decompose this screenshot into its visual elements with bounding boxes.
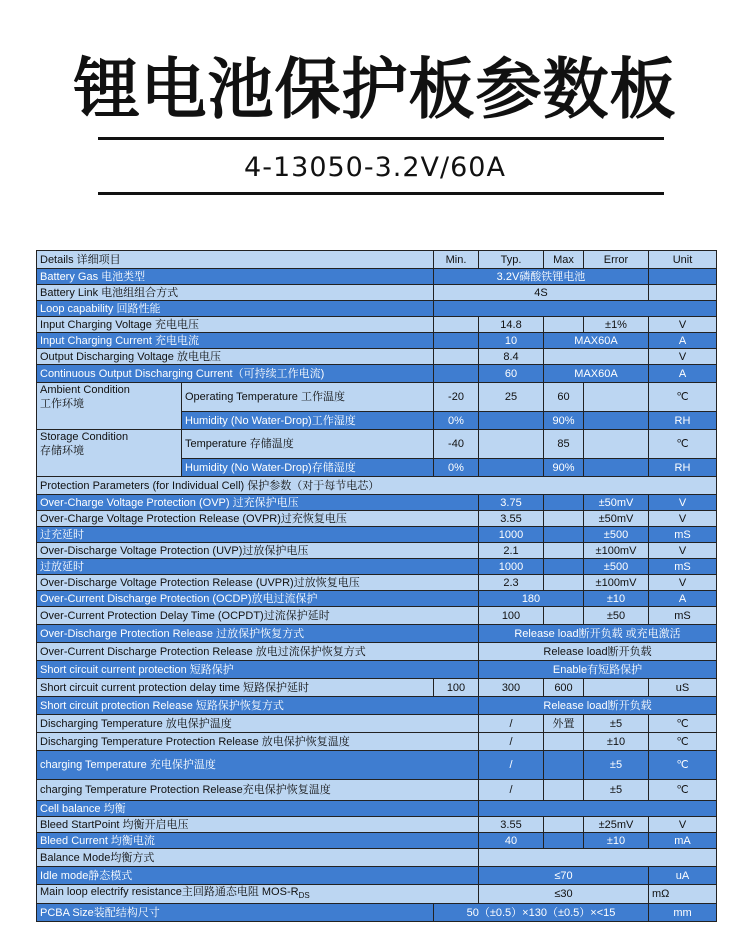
- unit-value: ℃: [649, 733, 717, 751]
- typ-value: /: [479, 780, 544, 801]
- table-row: [37, 511, 717, 527]
- table-row: [37, 733, 717, 751]
- row-label: Bleed StartPoint 均衡开启电压: [37, 817, 479, 833]
- error-value: ±500: [584, 527, 649, 543]
- row-label: Continuous Output Discharging Current（可持续工作电流): [37, 365, 434, 383]
- unit-value: V: [649, 349, 717, 365]
- min-value: 100: [434, 679, 479, 697]
- row-label: Over-Current Protection Delay Time (OCPDT)过流保护延时: [37, 607, 479, 625]
- min-value: 0%: [434, 412, 479, 430]
- unit-value: A: [649, 333, 717, 349]
- row-value: 50（±0.5）×130（±0.5）×<15: [434, 904, 649, 922]
- table-row: [37, 575, 717, 591]
- table-row: [37, 817, 717, 833]
- unit-value: uA: [649, 867, 717, 885]
- row-label: Bleed Current 均衡电流: [37, 833, 479, 849]
- ambient-condition-label: [37, 383, 182, 430]
- row-value: Release load断开负载 或充电激活: [479, 625, 717, 643]
- max-value: 90%: [544, 459, 584, 477]
- table-row: [37, 591, 717, 607]
- table-row: [37, 867, 717, 885]
- header-unit: Unit: [649, 251, 717, 269]
- row-label: PCBA Size装配结构尺寸: [37, 904, 434, 922]
- row-label: 过放延时: [37, 559, 479, 575]
- max-value: 85: [544, 430, 584, 459]
- row-label: Over-Charge Voltage Protection (OVP) 过充保护电压: [37, 495, 479, 511]
- unit-value: ℃: [649, 780, 717, 801]
- row-label: Humidity (No Water-Drop)存储湿度: [182, 459, 434, 477]
- table-row: [37, 495, 717, 511]
- table-row: [37, 365, 717, 383]
- table-row: [37, 679, 717, 697]
- storage-label-en: Storage Condition: [40, 431, 129, 443]
- max-value: 90%: [544, 412, 584, 430]
- table-row: [37, 625, 717, 643]
- error-value: ±1%: [584, 317, 649, 333]
- row-label: Humidity (No Water-Drop)工作湿度: [182, 412, 434, 430]
- table-row: [37, 543, 717, 559]
- row-label: Output Discharging Voltage 放电电压: [37, 349, 434, 365]
- row-label: Over-Discharge Voltage Protection (UVP)过放保护电压: [37, 543, 479, 559]
- row-label: Operating Temperature 工作温度: [182, 383, 434, 412]
- typ-value: /: [479, 751, 544, 780]
- typ-value: 3.55: [479, 511, 544, 527]
- unit-value: mS: [649, 607, 717, 625]
- header-typ: Typ.: [479, 251, 544, 269]
- table-row: [37, 751, 717, 780]
- header-error: Error: [584, 251, 649, 269]
- error-value: ±25mV: [584, 817, 649, 833]
- table-row: [37, 317, 717, 333]
- section-row: [37, 301, 717, 317]
- table-row: [37, 269, 717, 285]
- row-label: Over-Discharge Protection Release 过放保护恢复方式: [37, 625, 479, 643]
- typ-value: 2.3: [479, 575, 544, 591]
- row-label: Input Charging Current 充电电流: [37, 333, 434, 349]
- typ-value: 1000: [479, 527, 544, 543]
- table-row: [37, 527, 717, 543]
- error-value: ±5: [584, 751, 649, 780]
- table-row: [37, 833, 717, 849]
- row-label: Idle mode静态模式: [37, 867, 479, 885]
- table-row: [37, 349, 717, 365]
- storage-condition-label: [37, 430, 182, 477]
- row-label: charging Temperature 充电保护温度: [37, 751, 479, 780]
- row-label: Input Charging Voltage 充电电压: [37, 317, 434, 333]
- header-details: Details 详细项目: [37, 251, 434, 269]
- typ-value: 100: [479, 607, 544, 625]
- row-value: Release load断开负载: [479, 643, 717, 661]
- table-row: [37, 333, 717, 349]
- typ-value: 8.4: [479, 349, 544, 365]
- unit-value: ℃: [649, 383, 717, 412]
- typ-value: 180: [479, 591, 584, 607]
- header-max: Max: [544, 251, 584, 269]
- max-value: 600: [544, 679, 584, 697]
- unit-value: V: [649, 817, 717, 833]
- row-value: Release load断开负载: [479, 697, 717, 715]
- typ-value: 60: [479, 365, 544, 383]
- storage-label-cn: 存储环境: [40, 445, 84, 457]
- table-row: [37, 697, 717, 715]
- unit-value: ℃: [649, 751, 717, 780]
- header-min: Min.: [434, 251, 479, 269]
- typ-value: 40: [479, 833, 544, 849]
- error-value: ±100mV: [584, 543, 649, 559]
- section-label: Protection Parameters (for Individual Cell) 保护参数（对于每节电芯）: [37, 477, 717, 495]
- unit-value: A: [649, 365, 717, 383]
- row-label: Battery Link 电池组组合方式: [37, 285, 434, 301]
- table-row: [37, 885, 717, 904]
- error-value: ±50mV: [584, 495, 649, 511]
- error-value: ±5: [584, 715, 649, 733]
- header-row: [37, 251, 717, 269]
- ambient-label-cn: 工作环境: [40, 398, 84, 410]
- row-label: Over-Current Discharge Protection (OCDP)放电过流保护: [37, 591, 479, 607]
- max-value: MAX60A: [544, 365, 649, 383]
- max-value: 60: [544, 383, 584, 412]
- row-label: Discharging Temperature Protection Release 放电保护恢复温度: [37, 733, 479, 751]
- typ-value: 10: [479, 333, 544, 349]
- table-row: [37, 559, 717, 575]
- row-label: Short circuit current protection 短路保护: [37, 661, 479, 679]
- section-row: [37, 477, 717, 495]
- max-value: 外置: [544, 715, 584, 733]
- typ-value: 300: [479, 679, 544, 697]
- typ-value: 3.55: [479, 817, 544, 833]
- row-value: 3.2V磷酸铁锂电池: [434, 269, 649, 285]
- unit-value: V: [649, 575, 717, 591]
- row-label: Balance Mode均衡方式: [37, 849, 479, 867]
- unit-value: mΩ: [649, 885, 717, 904]
- table-row: [37, 715, 717, 733]
- min-value: -20: [434, 383, 479, 412]
- unit-value: V: [649, 495, 717, 511]
- row-value: ≤30: [479, 885, 649, 904]
- error-value: ±10: [584, 733, 649, 751]
- section-row: [37, 801, 717, 817]
- table-row: [37, 607, 717, 625]
- table-row: [37, 285, 717, 301]
- error-value: ±10: [584, 591, 649, 607]
- error-value: ±50: [584, 607, 649, 625]
- typ-value: 2.1: [479, 543, 544, 559]
- row-label: Short circuit protection Release 短路保护恢复方式: [37, 697, 479, 715]
- row-label: Over-Discharge Voltage Protection Release (UVPR)过放恢复电压: [37, 575, 479, 591]
- max-value: MAX60A: [544, 333, 649, 349]
- error-value: ±500: [584, 559, 649, 575]
- row-value: ≤70: [479, 867, 649, 885]
- unit-value: RH: [649, 412, 717, 430]
- table-row: [37, 849, 717, 867]
- typ-value: 14.8: [479, 317, 544, 333]
- table-row: [37, 643, 717, 661]
- unit-value: RH: [649, 459, 717, 477]
- row-value: Enable有短路保护: [479, 661, 717, 679]
- error-value: ±50mV: [584, 511, 649, 527]
- unit-value: ℃: [649, 430, 717, 459]
- error-value: ±100mV: [584, 575, 649, 591]
- unit-value: uS: [649, 679, 717, 697]
- error-value: ±10: [584, 833, 649, 849]
- table-row: [37, 780, 717, 801]
- typ-value: /: [479, 733, 544, 751]
- unit-value: V: [649, 317, 717, 333]
- page-title: 锂电池保护板参数板: [73, 51, 677, 128]
- unit-value: ℃: [649, 715, 717, 733]
- row-label: Over-Current Discharge Protection Release 放电过流保护恢复方式: [37, 643, 479, 661]
- table-row: [37, 904, 717, 922]
- section-label: Loop capability 回路性能: [37, 301, 434, 317]
- table-row: [37, 430, 717, 459]
- table-row: [37, 661, 717, 679]
- row-label: Short circuit current protection delay time 短路保护延时: [37, 679, 434, 697]
- unit-value: mm: [649, 904, 717, 922]
- min-value: 0%: [434, 459, 479, 477]
- typ-value: /: [479, 715, 544, 733]
- title-divider-top: [98, 137, 664, 140]
- unit-value: mA: [649, 833, 717, 849]
- typ-value: 1000: [479, 559, 544, 575]
- error-value: ±5: [584, 780, 649, 801]
- row-label: [37, 885, 479, 904]
- typ-value: 3.75: [479, 495, 544, 511]
- row-label: Discharging Temperature 放电保护温度: [37, 715, 479, 733]
- page-subtitle: 4-13050-3.2V/60A: [244, 152, 506, 183]
- title-divider-bottom: [98, 192, 664, 195]
- row-label: 过充延时: [37, 527, 479, 543]
- unit-value: V: [649, 511, 717, 527]
- row-value: 4S: [434, 285, 649, 301]
- mlr-label-subscript: DS: [298, 891, 310, 901]
- typ-value: 25: [479, 383, 544, 412]
- row-label: Over-Charge Voltage Protection Release (OVPR)过充恢复电压: [37, 511, 479, 527]
- section-label: Cell balance 均衡: [37, 801, 479, 817]
- row-label: charging Temperature Protection Release充电保护恢复温度: [37, 780, 479, 801]
- row-label: Battery Gas 电池类型: [37, 269, 434, 285]
- unit-value: mS: [649, 527, 717, 543]
- spec-table: [36, 250, 717, 922]
- ambient-label-en: Ambient Condition: [40, 384, 130, 396]
- row-label: Temperature 存储温度: [182, 430, 434, 459]
- table-row: [37, 383, 717, 412]
- unit-value: mS: [649, 559, 717, 575]
- unit-value: V: [649, 543, 717, 559]
- unit-value: A: [649, 591, 717, 607]
- min-value: -40: [434, 430, 479, 459]
- mlr-label: Main loop electrify resistance主回路通态电阻 MOS-R: [40, 886, 299, 898]
